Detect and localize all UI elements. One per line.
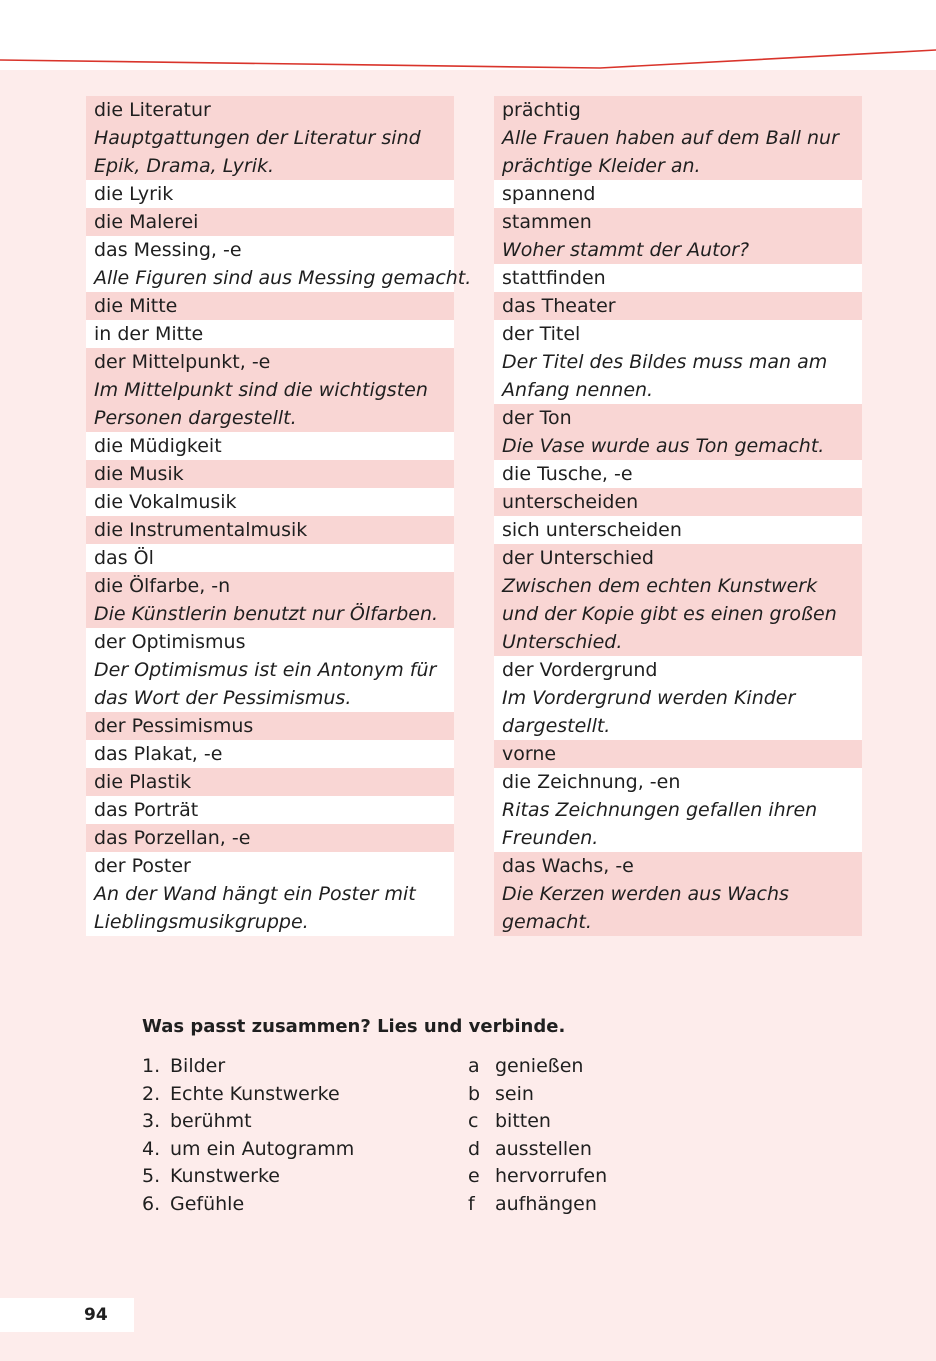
exercise-item [142,1163,354,1191]
vocab-entry [86,796,454,824]
exercise-item [142,1136,354,1164]
exercise-left-list [142,1053,354,1218]
vocab-entry [494,768,862,852]
vocabulary-column-right [494,96,862,936]
item-number: 4. [142,1137,161,1160]
vocab-entry [494,656,862,740]
exercise-option [468,1108,607,1136]
vocab-word: der Vordergrund [502,659,658,681]
vocab-entry [494,544,862,656]
vocab-example: Woher stammt der Autor? [502,239,750,261]
vocab-example: gemacht. [502,911,592,933]
vocab-word: stattfinden [502,267,606,289]
exercise-item [142,1191,354,1219]
vocab-word: der Mittelpunkt, -e [94,351,271,373]
vocab-example: Freunden. [502,827,599,849]
vocab-word: das Plakat, -e [94,743,223,765]
vocab-entry [86,348,454,432]
vocab-word: die Mitte [94,295,178,317]
item-number: 6. [142,1192,161,1215]
vocab-word: der Pessimismus [94,715,254,737]
vocab-word: der Unterschied [502,547,654,569]
vocab-word: die Plastik [94,771,192,793]
vocab-word: das Wachs, -e [502,855,634,877]
vocab-entry [86,96,454,180]
option-text: aufhängen [495,1192,597,1215]
item-number: 2. [142,1082,161,1105]
vocab-example: Unterschied. [502,631,623,653]
header-divider-line [0,0,936,80]
vocab-entry [494,740,862,768]
option-letter: e [468,1165,480,1187]
vocab-word: die Müdigkeit [94,435,222,457]
exercise-option [468,1163,607,1191]
vocab-example: und der Kopie gibt es einen großen [502,603,837,625]
option-text: bitten [495,1110,551,1132]
vocab-entry [494,264,862,292]
vocab-entry [494,208,862,264]
exercise-option [468,1136,607,1164]
item-text: um ein Autogramm [170,1137,355,1160]
vocab-example: Ritas Zeichnungen gefallen ihren [502,799,818,821]
vocab-word: das Porzellan, -e [94,827,251,849]
vocab-word: das Theater [502,295,616,317]
vocab-entry [86,208,454,236]
vocab-example: Hauptgattungen der Literatur sind [94,127,421,149]
vocab-word: die Instrumentalmusik [94,519,308,541]
exercise-item [142,1053,354,1081]
vocab-example: dargestellt. [502,715,611,737]
vocab-word: vorne [502,743,557,765]
vocab-word: prächtig [502,99,581,121]
option-text: genießen [495,1055,584,1077]
item-text: Gefühle [170,1192,245,1215]
vocab-entry [86,180,454,208]
vocabulary-column-left [86,96,472,936]
vocab-example: Epik, Drama, Lyrik. [94,155,275,177]
vocab-entry [494,96,862,180]
vocab-entry [494,292,862,320]
vocab-example: Der Titel des Bildes muss man am [502,351,828,373]
vocab-word: das Öl [94,547,154,569]
option-letter: a [468,1055,480,1077]
vocab-entry [86,516,454,544]
vocab-word: die Literatur [94,99,211,121]
option-letter: c [468,1110,479,1132]
vocab-entry [86,740,454,768]
vocab-entry [86,852,454,936]
vocab-example: Die Vase wurde aus Ton gemacht. [502,435,825,457]
vocab-example: Im Vordergrund werden Kinder [502,687,796,709]
option-text: hervorrufen [495,1165,608,1187]
vocab-word: die Tusche, -e [502,463,633,485]
vocab-word: die Vokalmusik [94,491,237,513]
vocab-example: prächtige Kleider an. [502,155,701,177]
vocab-entry [494,460,862,488]
vocab-example: das Wort der Pessimismus. [94,687,352,709]
vocab-example: Alle Frauen haben auf dem Ball nur [502,127,839,149]
vocab-entry [494,852,862,936]
vocab-example: Zwischen dem echten Kunstwerk [502,575,818,597]
matching-exercise [142,1013,782,1223]
exercise-title: Was passt zusammen? Lies und verbinde. [142,1016,566,1037]
vocab-word: die Ölfarbe, -n [94,575,231,597]
vocab-entry [86,572,454,628]
vocab-entry [494,320,862,404]
vocab-word: der Poster [94,855,191,877]
vocab-entry [86,236,472,292]
vocab-word: der Optimismus [94,631,246,653]
vocab-example: Lieblingsmusikgruppe. [94,911,309,933]
vocab-word: die Lyrik [94,183,174,205]
exercise-option [468,1053,607,1081]
item-text: Bilder [170,1055,226,1077]
vocab-entry [86,432,454,460]
vocab-word: in der Mitte [94,323,204,345]
vocab-word: die Zeichnung, -en [502,771,681,793]
option-text: ausstellen [495,1137,592,1160]
vocab-word: der Titel [502,323,581,345]
option-text: sein [495,1082,534,1105]
vocab-example: Der Optimismus ist ein Antonym für [94,659,437,681]
item-number: 3. [142,1110,161,1132]
vocab-entry [86,544,454,572]
vocab-word: spannend [502,183,596,205]
vocab-entry [494,404,862,460]
item-text: Echte Kunstwerke [170,1082,340,1105]
vocab-example: Die Künstlerin benutzt nur Ölfarben. [94,603,439,625]
exercise-option [468,1081,607,1109]
vocab-entry [86,292,454,320]
vocab-example: Alle Figuren sind aus Messing gemacht. [94,267,472,289]
vocab-entry [86,628,454,712]
option-letter: f [468,1192,475,1215]
vocab-word: die Musik [94,463,184,485]
vocab-example: Die Kerzen werden aus Wachs [502,883,789,905]
vocab-entry [86,488,454,516]
vocab-example: Personen dargestellt. [94,407,297,429]
vocab-word: das Porträt [94,799,199,821]
vocab-word: stammen [502,211,592,233]
exercise-item [142,1081,354,1109]
vocab-word: das Messing, -e [94,239,242,261]
vocab-entry [494,488,862,516]
option-letter: b [468,1082,481,1105]
vocab-entry [86,712,454,740]
item-number: 1. [142,1055,161,1077]
option-letter: d [468,1137,481,1160]
vocab-entry [86,320,454,348]
vocab-entry [494,516,862,544]
vocab-word: unterscheiden [502,491,639,513]
vocab-example: Im Mittelpunkt sind die wichtigsten [94,379,428,401]
vocab-word: die Malerei [94,211,199,233]
vocab-example: Anfang nennen. [502,379,654,401]
exercise-option [468,1191,607,1219]
item-text: Kunstwerke [170,1165,281,1187]
item-text: berühmt [170,1110,252,1132]
vocab-entry [86,768,454,796]
vocab-entry [86,824,454,852]
item-number: 5. [142,1165,161,1187]
vocab-entry [86,460,454,488]
vocab-word: sich unterscheiden [502,519,682,541]
exercise-right-list [468,1053,607,1218]
vocab-word: der Ton [502,407,572,429]
matching-lists [142,1053,782,1223]
exercise-item [142,1108,354,1136]
page-number: 94 [84,1305,108,1325]
vocab-example: An der Wand hängt ein Poster mit [94,883,416,905]
page-number-box [0,1298,134,1332]
vocab-entry [494,180,862,208]
